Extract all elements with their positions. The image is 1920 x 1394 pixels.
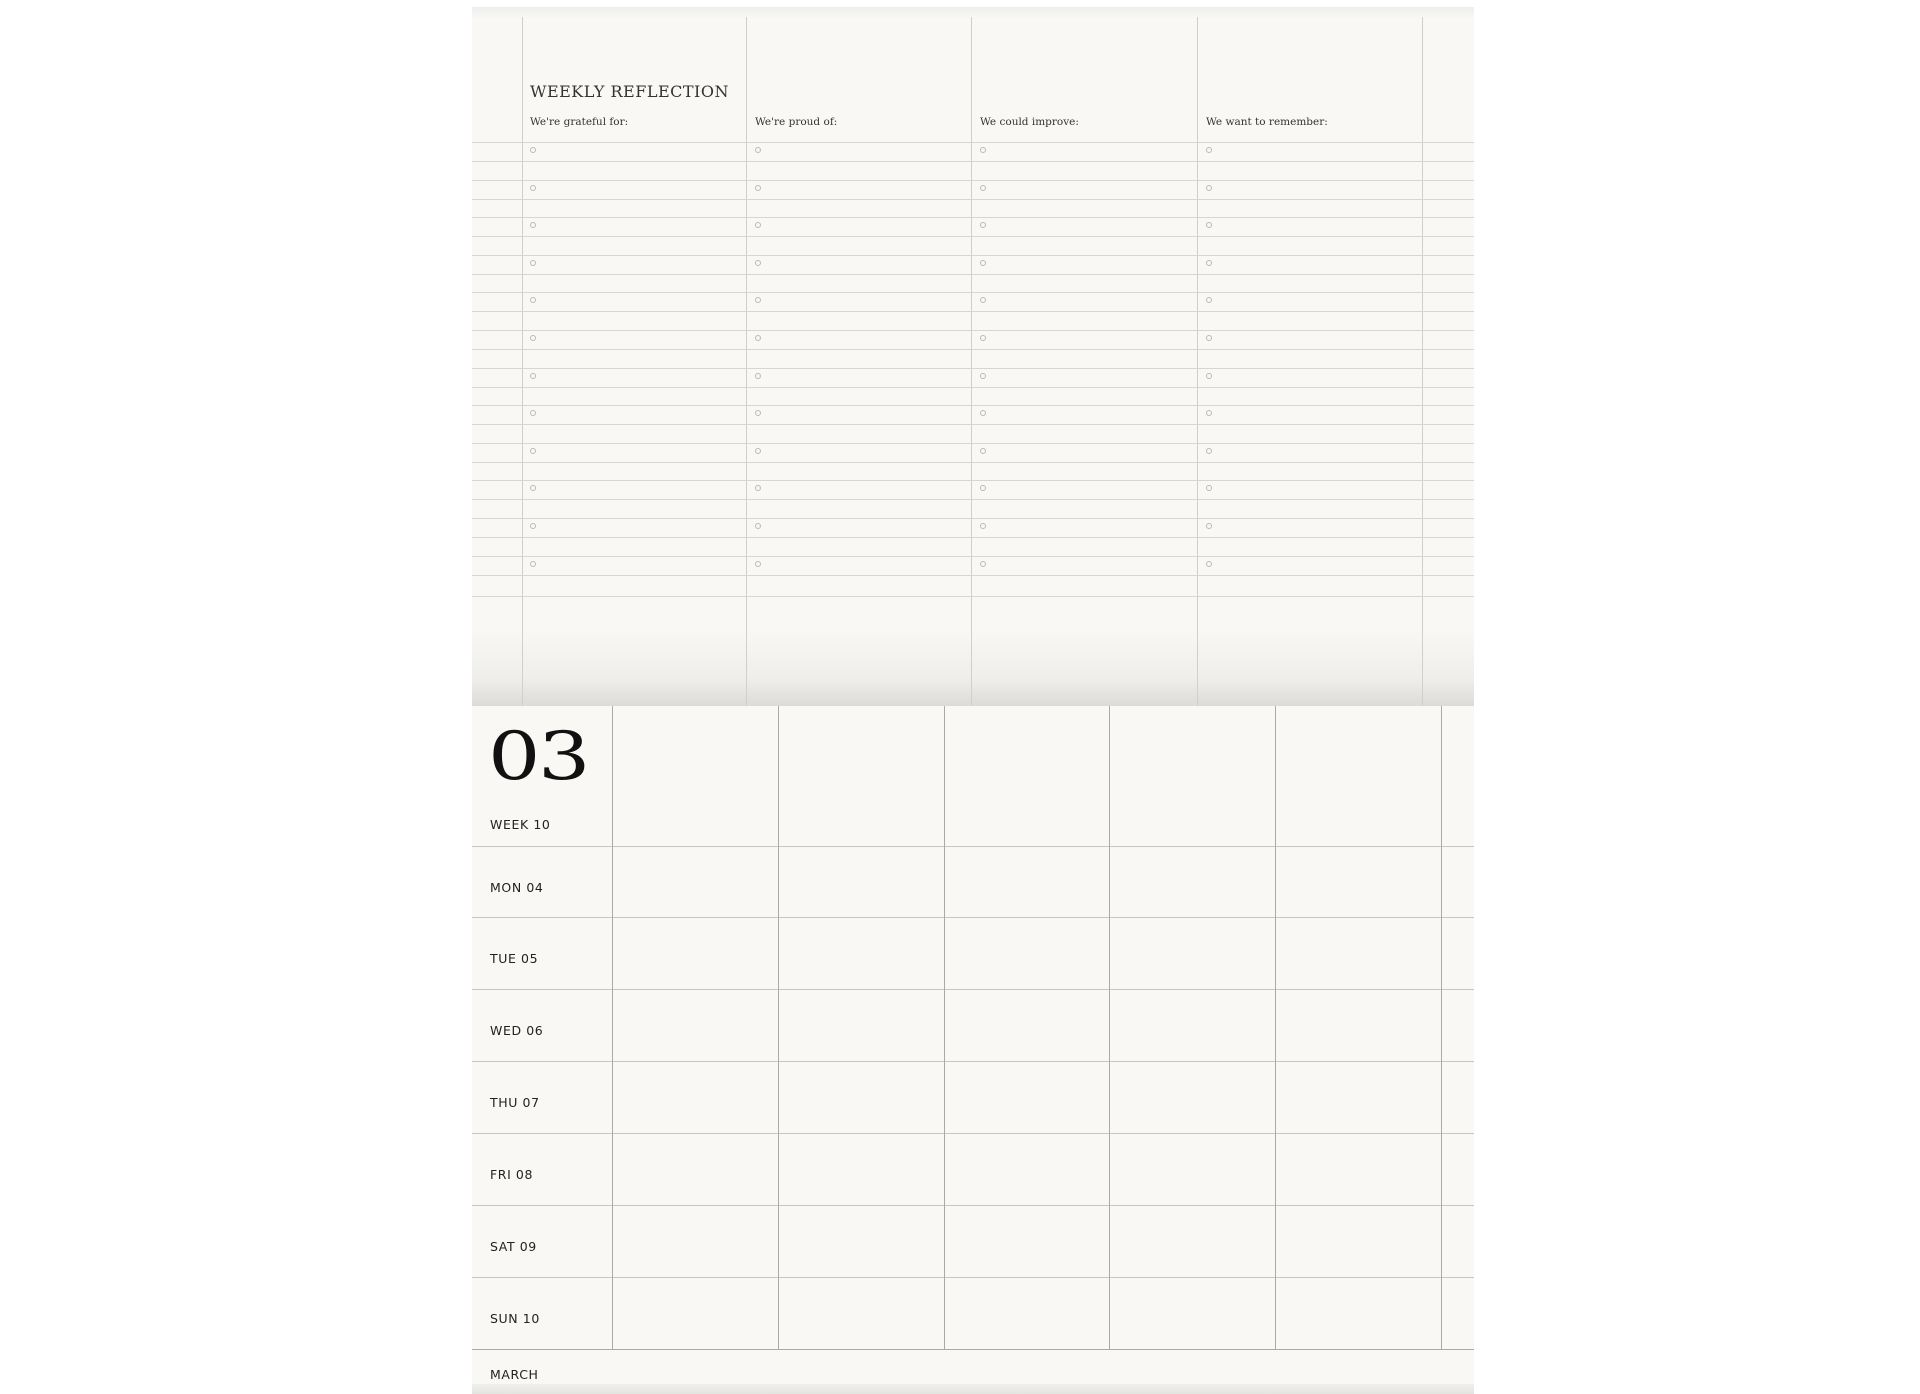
checkbox-circle-icon[interactable] — [755, 523, 761, 529]
grid-column-line — [944, 706, 945, 1349]
grid-row-line — [472, 1349, 1474, 1350]
checkbox-circle-icon[interactable] — [980, 260, 986, 266]
day-label-thu: THU 07 — [490, 1095, 540, 1110]
writing-line — [472, 462, 1474, 463]
writing-line — [472, 142, 1474, 143]
grid-column-line — [1275, 706, 1276, 1349]
writing-line — [472, 575, 1474, 576]
grid-column-line — [612, 706, 613, 1349]
checkbox-circle-icon[interactable] — [980, 485, 986, 491]
checkbox-circle-icon[interactable] — [1206, 147, 1212, 153]
checkbox-circle-icon[interactable] — [530, 373, 536, 379]
checkbox-circle-icon[interactable] — [530, 448, 536, 454]
writing-line — [472, 330, 1474, 331]
writing-line — [472, 499, 1474, 500]
writing-line — [472, 518, 1474, 519]
checkbox-circle-icon[interactable] — [1206, 561, 1212, 567]
checkbox-circle-icon[interactable] — [1206, 448, 1212, 454]
checkbox-circle-icon[interactable] — [530, 410, 536, 416]
grid-column-line — [778, 706, 779, 1349]
checkbox-circle-icon[interactable] — [530, 485, 536, 491]
writing-line — [472, 368, 1474, 369]
writing-line — [472, 161, 1474, 162]
checkbox-circle-icon[interactable] — [530, 561, 536, 567]
reflection-column-divider — [971, 17, 972, 706]
checkbox-circle-icon[interactable] — [980, 373, 986, 379]
writing-line — [472, 424, 1474, 425]
grid-row-line — [472, 1277, 1474, 1278]
writing-line — [472, 537, 1474, 538]
writing-line — [472, 217, 1474, 218]
checkbox-circle-icon[interactable] — [980, 448, 986, 454]
checkbox-circle-icon[interactable] — [755, 260, 761, 266]
reflection-column-divider — [1197, 17, 1198, 706]
day-label-mon: MON 04 — [490, 880, 544, 895]
checkbox-circle-icon[interactable] — [1206, 410, 1212, 416]
writing-line — [472, 596, 1474, 597]
checkbox-circle-icon[interactable] — [980, 185, 986, 191]
writing-line — [472, 199, 1474, 200]
weekly-reflection-page — [472, 7, 1474, 706]
grid-row-line — [472, 846, 1474, 847]
checkbox-circle-icon[interactable] — [755, 147, 761, 153]
reflection-title: WEEKLY REFLECTION — [530, 82, 729, 101]
checkbox-circle-icon[interactable] — [530, 260, 536, 266]
month-name: MARCH — [490, 1367, 539, 1382]
reflection-column-divider — [1422, 17, 1423, 706]
column-label-improve: We could improve: — [980, 116, 1079, 128]
checkbox-circle-icon[interactable] — [530, 185, 536, 191]
checkbox-circle-icon[interactable] — [1206, 185, 1212, 191]
checkbox-circle-icon[interactable] — [1206, 523, 1212, 529]
checkbox-circle-icon[interactable] — [530, 222, 536, 228]
grid-row-line — [472, 1061, 1474, 1062]
month-number: 03 — [488, 718, 588, 795]
checkbox-circle-icon[interactable] — [980, 335, 986, 341]
grid-row-line — [472, 1205, 1474, 1206]
day-label-fri: FRI 08 — [490, 1167, 534, 1182]
writing-line — [472, 255, 1474, 256]
column-label-grateful: We're grateful for: — [530, 116, 629, 128]
checkbox-circle-icon[interactable] — [755, 185, 761, 191]
writing-line — [472, 556, 1474, 557]
checkbox-circle-icon[interactable] — [980, 147, 986, 153]
column-label-proud: We're proud of: — [755, 116, 838, 128]
week-grid-page — [472, 706, 1474, 1394]
checkbox-circle-icon[interactable] — [530, 523, 536, 529]
checkbox-circle-icon[interactable] — [755, 222, 761, 228]
writing-line — [472, 292, 1474, 293]
writing-line — [472, 387, 1474, 388]
day-label-tue: TUE 05 — [490, 951, 539, 966]
day-label-sun: SUN 10 — [490, 1311, 540, 1326]
checkbox-circle-icon[interactable] — [1206, 297, 1212, 303]
checkbox-circle-icon[interactable] — [755, 297, 761, 303]
checkbox-circle-icon[interactable] — [530, 297, 536, 303]
writing-line — [472, 311, 1474, 312]
grid-row-line — [472, 1133, 1474, 1134]
day-label-sat: SAT 09 — [490, 1239, 537, 1254]
checkbox-circle-icon[interactable] — [980, 410, 986, 416]
writing-line — [472, 349, 1474, 350]
page-edge — [472, 1384, 1474, 1394]
reflection-column-divider — [522, 17, 523, 706]
column-label-remember: We want to remember: — [1206, 116, 1328, 128]
writing-line — [472, 180, 1474, 181]
grid-row-line — [472, 917, 1474, 918]
checkbox-circle-icon[interactable] — [1206, 260, 1212, 266]
writing-line — [472, 443, 1474, 444]
checkbox-circle-icon[interactable] — [980, 297, 986, 303]
grid-column-line — [1109, 706, 1110, 1349]
checkbox-circle-icon[interactable] — [755, 561, 761, 567]
checkbox-circle-icon[interactable] — [980, 561, 986, 567]
writing-line — [472, 274, 1474, 275]
checkbox-circle-icon[interactable] — [755, 410, 761, 416]
checkbox-circle-icon[interactable] — [1206, 485, 1212, 491]
checkbox-circle-icon[interactable] — [1206, 222, 1212, 228]
checkbox-circle-icon[interactable] — [755, 373, 761, 379]
checkbox-circle-icon[interactable] — [755, 485, 761, 491]
grid-column-line — [1441, 706, 1442, 1349]
writing-line — [472, 236, 1474, 237]
checkbox-circle-icon[interactable] — [1206, 373, 1212, 379]
checkbox-circle-icon[interactable] — [530, 335, 536, 341]
checkbox-circle-icon[interactable] — [755, 448, 761, 454]
week-label: WEEK 10 — [490, 817, 551, 832]
writing-line — [472, 405, 1474, 406]
checkbox-circle-icon[interactable] — [1206, 335, 1212, 341]
reflection-column-divider — [746, 17, 747, 706]
checkbox-circle-icon[interactable] — [980, 523, 986, 529]
day-label-wed: WED 06 — [490, 1023, 544, 1038]
writing-line — [472, 480, 1474, 481]
checkbox-circle-icon[interactable] — [530, 147, 536, 153]
checkbox-circle-icon[interactable] — [980, 222, 986, 228]
checkbox-circle-icon[interactable] — [755, 335, 761, 341]
grid-row-line — [472, 989, 1474, 990]
